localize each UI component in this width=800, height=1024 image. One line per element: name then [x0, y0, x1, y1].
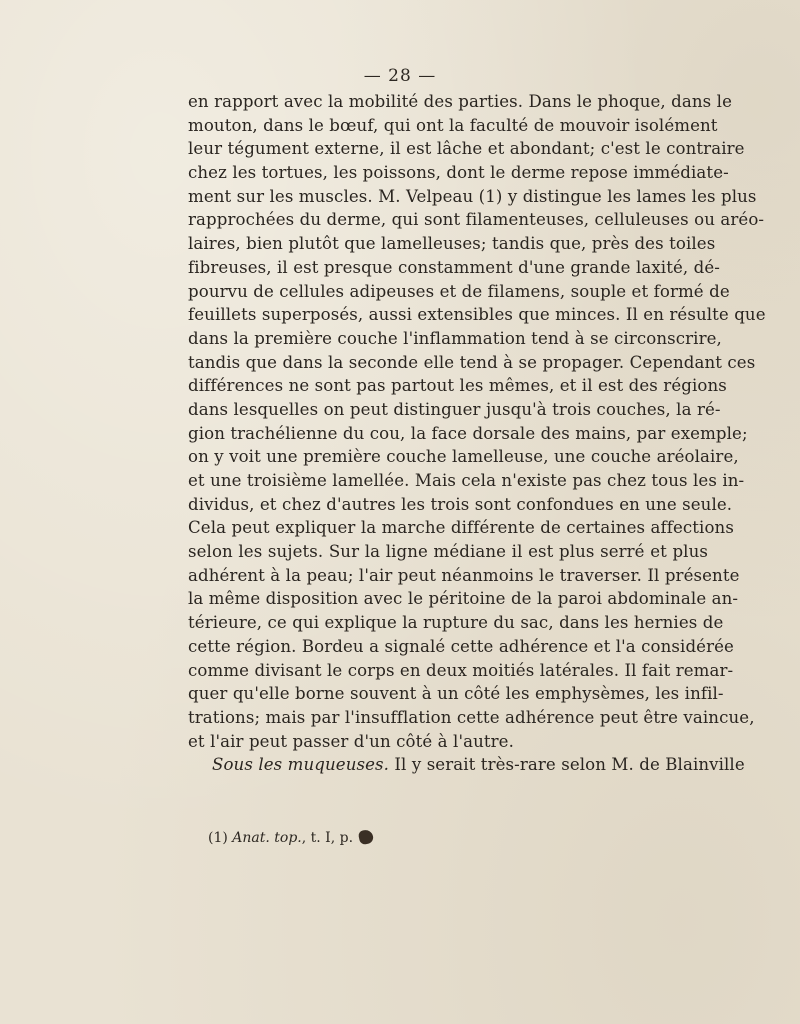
text-line: fibreuses, il est presque constamment d'une grande laxité, dé-	[188, 257, 720, 277]
text-line: dividus, et chez d'autres les trois sont confondues en une seule.	[188, 494, 733, 514]
text-line: trations; mais par l'insufflation cette adhérence peut être vaincue,	[188, 707, 755, 727]
page-number: — 28 —	[363, 66, 437, 86]
text-line: quer qu'elle borne souvent à un côté les emphysèmes, les infil-	[188, 684, 724, 704]
text-line: la même disposition avec le péritoine de la paroi abdominale an-	[188, 589, 739, 609]
text-line: rapprochées du derme, qui sont filamenteuses, celluleuses ou aréo-	[188, 210, 765, 230]
footnote-marker: (1)	[208, 830, 233, 846]
text-line: cette région. Bordeu a signalé cette adhérence et l'a considérée	[188, 636, 734, 656]
text-line: dans la première couche l'inflammation tend à se circonscrire,	[188, 328, 722, 348]
section-heading-italic: Sous les muqueuses.	[212, 755, 390, 775]
text-line: laires, bien plutôt que lamelleuses; tandis que, près des toiles	[188, 234, 716, 254]
footnote-reference: Anat. top.	[232, 830, 302, 846]
text-line: selon les sujets. Sur la ligne médiane il est plus serré et plus	[188, 542, 708, 562]
footnote	[208, 830, 373, 846]
text-line: chez les tortues, les poissons, dont le derme repose immédiate-	[188, 163, 729, 183]
text-line: et l'air peut passer d'un côté à l'autre.	[188, 731, 514, 751]
text-line-section-start	[188, 753, 745, 777]
body-text	[188, 90, 766, 777]
text-line: Cela peut expliquer la marche différente de certaines affections	[188, 518, 734, 538]
text-line: en rapport avec la mobilité des parties. Dans le phoque, dans le	[188, 92, 732, 111]
text-line: ment sur les muscles. M. Velpeau (1) y distingue les lames les plus	[188, 186, 757, 206]
ink-blot	[358, 829, 375, 846]
footnote-reference-rest: , t. I, p.	[301, 830, 358, 846]
text-line: dans lesquelles on peut distinguer jusqu'à trois couches, la ré-	[188, 399, 721, 419]
text-line: leur tégument externe, il est lâche et abondant; c'est le contraire	[188, 139, 745, 159]
text-line: feuillets superposés, aussi extensibles que minces. Il en résulte que	[188, 305, 766, 325]
text-line: tandis que dans la seconde elle tend à se propager. Cependant ces	[188, 352, 756, 372]
text-line: différences ne sont pas partout les mêmes, et il est des régions	[188, 376, 727, 396]
section-text: Il y serait très-rare selon M. de Blainville	[389, 755, 745, 775]
text-line: pourvu de cellules adipeuses et de filamens, souple et formé de	[188, 281, 730, 301]
text-line: on y voit une première couche lamelleuse, une couche aréolaire,	[188, 447, 739, 467]
text-line: adhérent à la peau; l'air peut néanmoins le traverser. Il présente	[188, 565, 740, 585]
text-line: térieure, ce qui explique la rupture du sac, dans les hernies de	[188, 613, 724, 633]
text-line: et une troisième lamellée. Mais cela n'existe pas chez tous les in-	[188, 471, 745, 490]
text-line: mouton, dans le bœuf, qui ont la faculté de mouvoir isolément	[188, 115, 718, 135]
text-line: comme divisant le corps en deux moitiés latérales. Il fait remar-	[188, 660, 734, 680]
text-line: gion trachélienne du cou, la face dorsale des mains, par exemple;	[188, 423, 748, 443]
